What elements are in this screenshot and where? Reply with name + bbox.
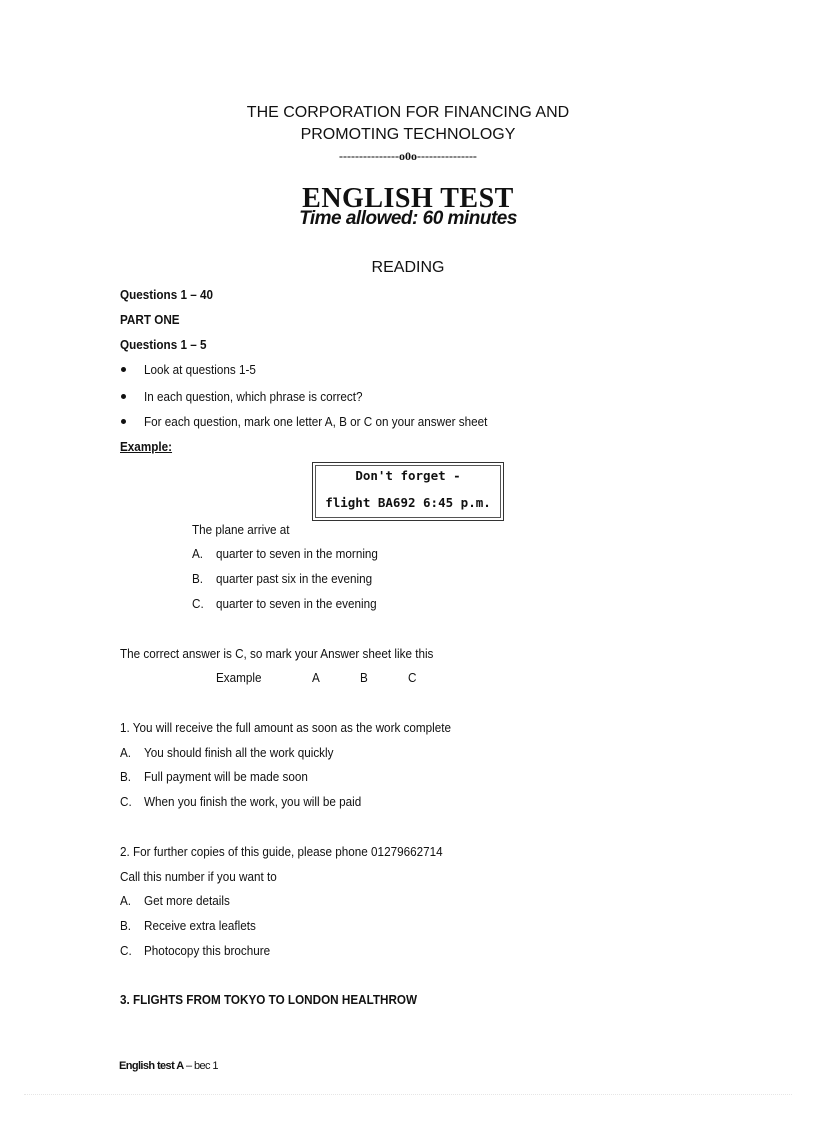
test-title: ENGLISH TEST	[302, 183, 514, 214]
example-stem: The plane arrive at	[192, 522, 290, 537]
option-text: Get more details	[144, 893, 230, 908]
answer-choice-c: C	[408, 670, 417, 685]
footer-test-name: English test A	[119, 1060, 184, 1072]
organization-name-line2: PROMOTING TECHNOLOGY	[300, 126, 516, 143]
question-2-sub: Call this number if you want to	[120, 869, 277, 884]
notice-line-1: Don't forget -	[355, 468, 461, 483]
answer-row-label: Example	[216, 670, 262, 685]
answer-choice-b: B	[360, 670, 368, 685]
answer-note: The correct answer is C, so mark your Answer sheet like this	[120, 646, 434, 661]
option-letter: A.	[120, 745, 132, 760]
page-edge-divider	[24, 1094, 792, 1095]
option-text: quarter to seven in the evening	[216, 596, 377, 611]
bullet-icon	[121, 367, 126, 372]
option-letter: B.	[192, 571, 204, 586]
part-questions: Questions 1 – 5	[120, 337, 207, 352]
option-text: You should finish all the work quickly	[144, 745, 334, 760]
question-1-stem: 1. You will receive the full amount as soon as the work complete	[120, 720, 452, 735]
question-3-stem: 3. FLIGHTS FROM TOKYO TO LONDON HEALTHROW	[120, 992, 418, 1007]
option-letter: C.	[120, 794, 132, 809]
page-footer	[119, 1060, 218, 1072]
example-notice-box	[312, 462, 504, 521]
option-letter: C.	[120, 943, 132, 958]
bullet-icon	[121, 419, 126, 424]
option-text: When you finish the work, you will be paid	[144, 794, 362, 809]
section-heading: READING	[371, 259, 445, 276]
question-2-stem: 2. For further copies of this guide, please phone 01279662714	[120, 844, 443, 859]
footer-code: – bec 1	[183, 1060, 218, 1072]
separator: ---------------o0o---------------	[339, 149, 477, 163]
option-letter: B.	[120, 769, 132, 784]
option-letter: B.	[120, 918, 132, 933]
instruction-item: Look at questions 1-5	[144, 362, 256, 377]
option-text: Photocopy this brochure	[144, 943, 271, 958]
instruction-item: For each question, mark one letter A, B or C on your answer sheet	[144, 414, 488, 429]
notice-line-2: flight BA692 6:45 p.m.	[325, 495, 491, 510]
option-text: quarter past six in the evening	[216, 571, 373, 586]
questions-range: Questions 1 – 40	[120, 287, 213, 302]
option-letter: A.	[192, 546, 204, 561]
answer-choice-a: A	[312, 670, 320, 685]
part-heading: PART ONE	[120, 312, 180, 327]
option-letter: C.	[192, 596, 204, 611]
example-label: Example:	[120, 439, 173, 454]
instruction-item: In each question, which phrase is correct?	[144, 389, 363, 404]
option-text: quarter to seven in the morning	[216, 546, 378, 561]
bullet-icon	[121, 394, 126, 399]
option-letter: A.	[120, 893, 132, 908]
option-text: Full payment will be made soon	[144, 769, 308, 784]
organization-name-line1: THE CORPORATION FOR FINANCING AND	[246, 104, 570, 121]
time-allowed: Time allowed: 60 minutes	[299, 208, 517, 229]
option-text: Receive extra leaflets	[144, 918, 256, 933]
